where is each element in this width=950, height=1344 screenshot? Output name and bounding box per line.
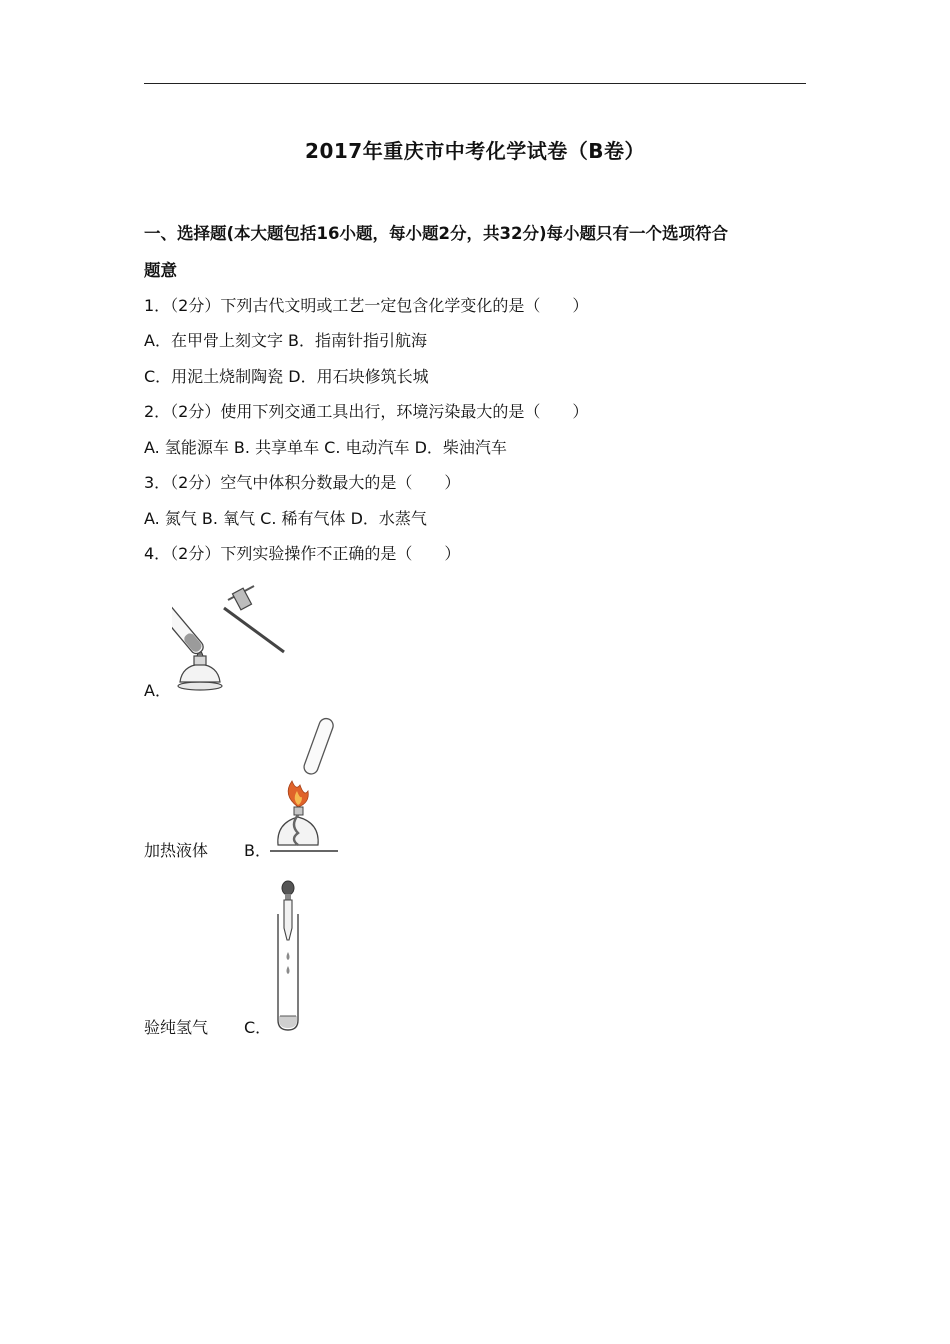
option-a-caption: 加热液体 xyxy=(144,841,209,860)
page-title: 2017年重庆市中考化学试卷（B卷） xyxy=(305,139,645,163)
option-c-label: C． xyxy=(244,1018,272,1037)
option-b-label: B． xyxy=(244,841,271,860)
question-4-stem: 4．（2分）下列实验操作不正确的是（ ） xyxy=(144,544,461,563)
question-2-stem: 2．（2分）使用下列交通工具出行，环境污染最大的是（ ） xyxy=(144,402,589,421)
question-2-options: A. 氢能源车 B. 共享单车 C. 电动汽车 D．柴油汽车 xyxy=(144,438,507,457)
question-1-options-row2: C．用泥土烧制陶瓷 D．用石块修筑长城 xyxy=(144,367,429,386)
dropper-in-test-tube-icon xyxy=(272,878,306,1034)
question-1-options-row1: A．在甲骨上刻文字 B．指南针指引航海 xyxy=(144,331,428,350)
heating-liquid-apparatus-icon xyxy=(172,582,290,694)
hydrogen-purity-test-icon xyxy=(268,715,343,855)
section-heading-line2: 题意 xyxy=(144,261,177,280)
question-3-stem: 3．（2分）空气中体积分数最大的是（ ） xyxy=(144,473,461,492)
option-b-caption: 验纯氢气 xyxy=(144,1018,209,1037)
question-3-options: A. 氮气 B. 氧气 C. 稀有气体 D．水蒸气 xyxy=(144,509,427,528)
question-1-stem: 1．（2分）下列古代文明或工艺一定包含化学变化的是（ ） xyxy=(144,296,589,315)
option-a-label: A． xyxy=(144,681,171,700)
section-heading-line1: 一、选择题(本大题包括16小题，每小题2分，共32分)每小题只有一个选项符合 xyxy=(144,224,728,243)
header-rule xyxy=(144,83,806,84)
